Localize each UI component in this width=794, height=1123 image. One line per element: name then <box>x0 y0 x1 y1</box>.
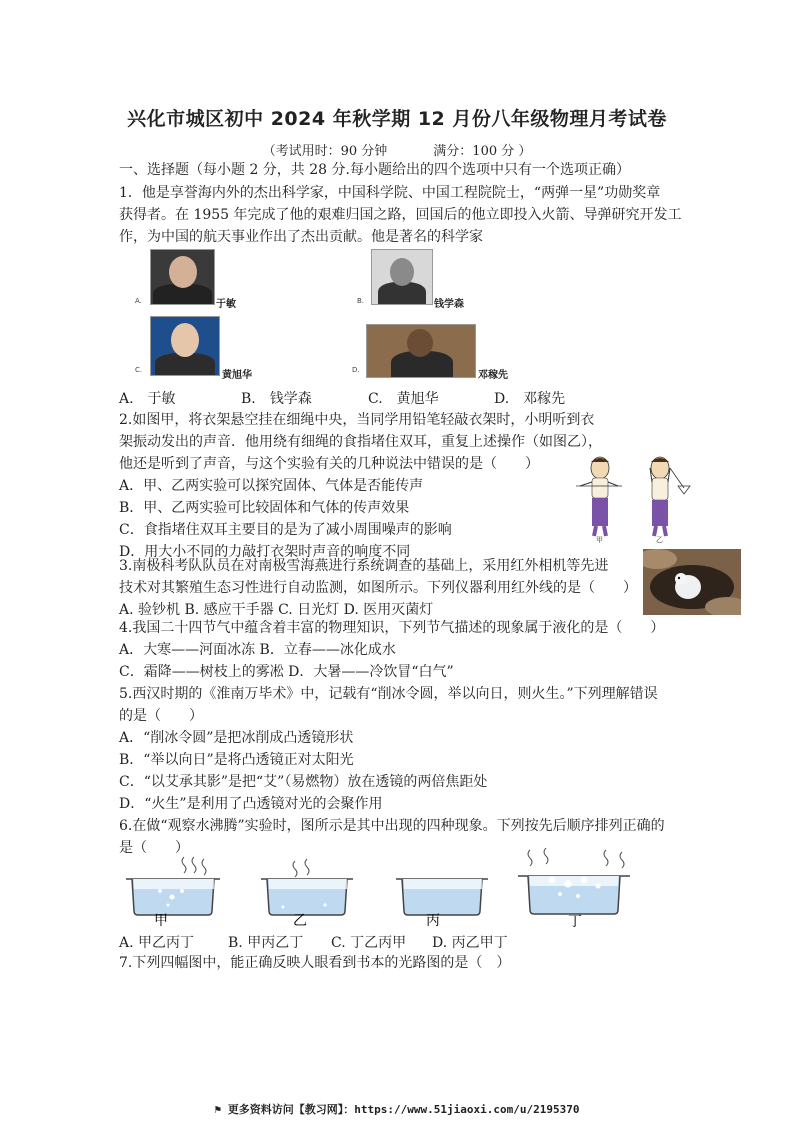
q1-option-b[interactable]: B. 钱学森 <box>241 391 312 407</box>
q3-line-2: 技术对其繁殖生态习性进行自动监测，如图所示。下列仪器利用红外线的是（ ） <box>119 580 637 596</box>
q2-option-c[interactable]: C．食指堵住双耳主要目的是为了减小周围噪声的影响 <box>119 522 452 538</box>
q6-option-b[interactable]: B. 甲丙乙丁 <box>228 935 304 951</box>
q2-option-a[interactable]: A．甲、乙两实验可以探究固体、气体是否能传声 <box>119 478 424 494</box>
flag-icon: ⚑ <box>214 1103 228 1116</box>
q6-line-2: 是（ ） <box>119 840 189 856</box>
section1-heading: 一、选择题（每小题 2 分，共 28 分.每小题给出的四个选项中只有一个选项正确） <box>119 162 630 178</box>
q6-option-a[interactable]: A. 甲乙丙丁 <box>119 935 195 951</box>
footer-text: 更多资料访问【教习网】：https://www.51jiaoxi.com/u/2195370 <box>227 1103 580 1116</box>
q3-line-1: 3.南极科考队队员在对南极雪海燕进行系统调查的基础上，采用红外相机等先进 <box>119 558 609 574</box>
q2-line-3: 他还是听到了声音，与这个实验有关的几种说法中错误的是（ ） <box>119 456 539 472</box>
person-yi-illustration <box>650 457 690 536</box>
exam-time: （考试用时：90 分钟 <box>262 144 388 159</box>
fig-label-yi: 乙 <box>656 536 663 544</box>
beaker-jia <box>120 855 226 927</box>
beaker-label-jia: 甲 <box>154 913 168 927</box>
person-jia-illustration <box>576 457 622 536</box>
fig-label-jia: 甲 <box>596 536 603 544</box>
q1-options <box>119 388 565 408</box>
snow-petrel-photo <box>643 549 741 615</box>
portrait-letter: C. <box>135 366 143 374</box>
q5-option-d[interactable]: D．“火生”是利用了凸透镜对光的会聚作用 <box>119 796 383 812</box>
q4-line-1: 4.我国二十四节气中蕴含着丰富的物理知识，下列节气描述的现象属于液化的是（ ） <box>119 620 665 636</box>
portrait-photo <box>371 249 433 305</box>
q2-option-d[interactable]: D．用大小不同的力敲打衣架时声音的响度不同 <box>119 544 411 560</box>
q6-line-1: 6.在做“观察水沸腾”实验时，图所示是其中出现的四种现象。下列按先后顺序排列正确的 <box>119 818 665 834</box>
q1-option-d[interactable]: D. 邓稼先 <box>494 391 566 407</box>
portrait-photo <box>150 249 215 305</box>
q6-option-d[interactable]: D. 丙乙甲丁 <box>432 935 508 951</box>
q6-options <box>119 932 508 952</box>
portrait-letter: A. <box>135 297 142 305</box>
exam-title: 兴化市城区初中 2024 年秋学期 12 月份八年级物理月考试卷 <box>127 108 667 130</box>
q2-option-b[interactable]: B．甲、乙两实验可比较固体和气体的传声效果 <box>119 500 410 516</box>
portrait-name: 黄旭华 <box>222 370 252 381</box>
beaker-ding <box>512 848 636 928</box>
q5-option-b[interactable]: B．“举以向日”是将凸透镜正对太阳光 <box>119 752 354 768</box>
exam-info <box>0 140 794 159</box>
q4-options-ab[interactable]: A．大寒——河面冰冻 B．立春——冰化成水 <box>119 642 396 658</box>
q1-line-2: 获得者。在 1955 年完成了他的艰难归国之路，回国后的他立即投入火箭、导弹研究开发工 <box>119 207 682 223</box>
q4-options-cd[interactable]: C．霜降——树枝上的雾凇 D．大暑——冷饮冒“白气” <box>119 664 454 680</box>
footer-link[interactable] <box>0 1101 794 1117</box>
q3-options[interactable]: A. 验钞机 B. 感应干手器 C. 日光灯 D. 医用灭菌灯 <box>119 602 434 618</box>
portrait-photo <box>150 316 220 376</box>
q1-line-3: 作，为中国的航天事业作出了杰出贡献。他是著名的科学家 <box>119 229 483 245</box>
portrait-photo <box>366 324 476 378</box>
beaker-label-bing: 丙 <box>426 913 440 927</box>
beaker-label-ding: 丁 <box>568 914 582 928</box>
portrait-letter: D. <box>352 366 360 374</box>
q6-option-c[interactable]: C. 丁乙丙甲 <box>331 935 407 951</box>
q2-line-2: 架振动发出的声音．他用绕有细绳的食指堵住双耳，重复上述操作（如图乙）， <box>119 434 602 450</box>
beaker-yi <box>255 855 359 927</box>
portrait-name: 于敏 <box>216 299 236 310</box>
q5-line-2: 的是（ ） <box>119 708 203 724</box>
beaker-bing <box>390 855 494 927</box>
q1-line-1: 1．他是享誉海内外的杰出科学家，中国科学院、中国工程院院士，“两弹一星”功勋奖章 <box>119 185 661 201</box>
q2-line-1: 2.如图甲，将衣架悬空挂在细绳中央，当同学用铅笔轻敲衣架时，小明听到衣 <box>119 412 595 428</box>
portrait-letter: B. <box>357 297 365 305</box>
beaker-label-yi: 乙 <box>293 913 307 927</box>
q1-option-c[interactable]: C. 黄旭华 <box>368 391 439 407</box>
q5-option-a[interactable]: A．“削冰令圆”是把冰削成凸透镜形状 <box>119 730 354 746</box>
q2-figure <box>574 456 698 546</box>
q5-line-1: 5.西汉时期的《淮南万毕术》中，记载有“削冰令圆，举以向日，则火生。”下列理解错误 <box>119 686 658 702</box>
q5-option-c[interactable]: C．“以艾承其影”是把“艾”（易燃物）放在透镜的两倍焦距处 <box>119 774 488 790</box>
portrait-name: 邓稼先 <box>478 370 508 381</box>
q1-option-a[interactable]: A. 于敏 <box>119 391 176 407</box>
exam-score: 满分：100 分 ） <box>433 144 532 159</box>
q7-line-1: 7.下列四幅图中，能正确反映人眼看到书本的光路图的是（ ） <box>119 955 511 971</box>
portrait-name: 钱学森 <box>434 299 464 310</box>
